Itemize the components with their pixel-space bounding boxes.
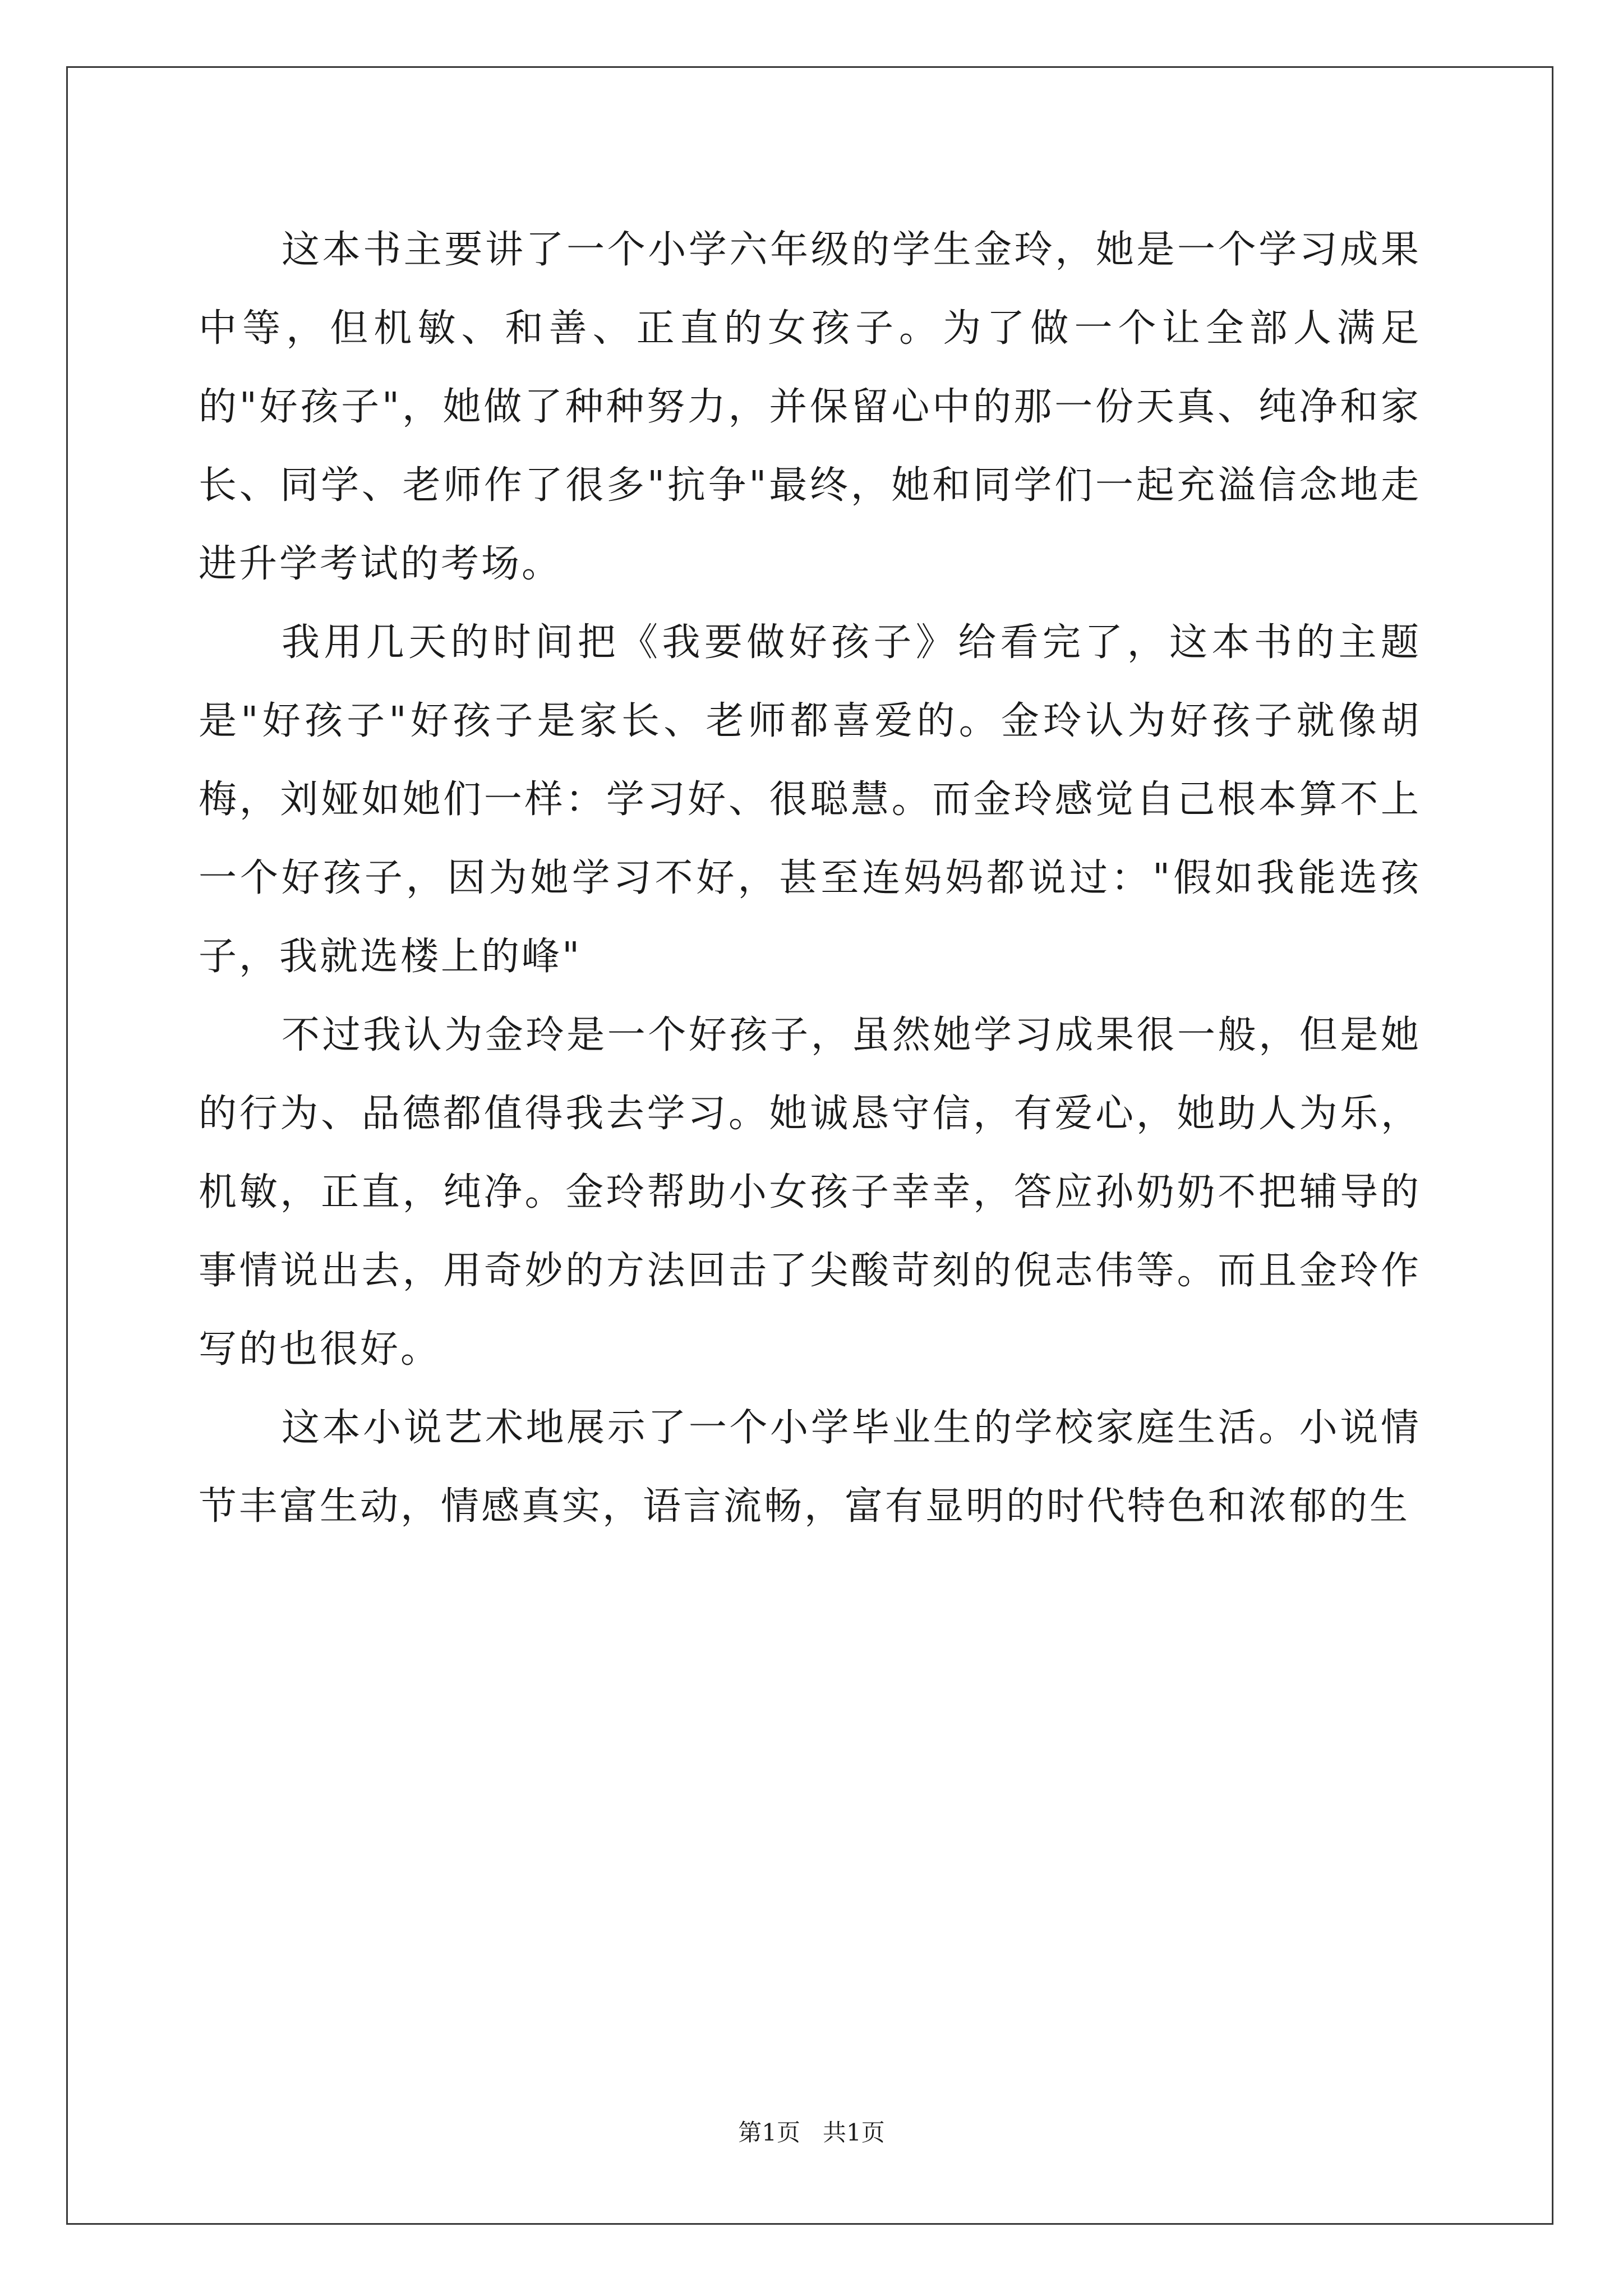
page-footer — [0, 2116, 1623, 2150]
paragraph-1: 这本书主要讲了一个小学六年级的学生金玲，她是一个学习成果中等，但机敏、和善、正直的女孩子。为了做一个让全部人满足的"好孩子"，她做了种种努力，并保留心中的那一份天真、纯净和家长、同学、老师作了很多"抗争"最终，她和同学们一起充溢信念地走进升学考试的考场。 — [199, 228, 1421, 586]
page-number: 第1页 — [738, 2119, 800, 2146]
page-total: 共1页 — [823, 2119, 885, 2146]
paragraph-2: 我用几天的时间把《我要做好孩子》给看完了，这本书的主题是"好孩子"好孩子是家长、老师都喜爱的。金玲认为好孩子就像胡梅，刘娅如她们一样：学习好、很聪慧。而金玲感觉自己根本算不上一个好孩子，因为她学习不好，甚至连妈妈都说过："假如我能选孩子，我就选楼上的峰" — [199, 620, 1421, 979]
footer-spacer — [800, 2119, 823, 2146]
paragraph-4: 这本小说艺术地展示了一个小学毕业生的学校家庭生活。小说情节丰富生动，情感真实，语言流畅，富有显明的时代特色和浓郁的生 — [199, 1406, 1421, 1529]
document-body — [199, 211, 1421, 1546]
paragraph-3: 不过我认为金玲是一个好孩子，虽然她学习成果很一般，但是她的行为、品德都值得我去学习。她诚恳守信，有爱心，她助人为乐，机敏，正直，纯净。金玲帮助小女孩子幸幸，答应孙奶奶不把辅导的事情说出去，用奇妙的方法回击了尖酸苛刻的倪志伟等。而且金玲作写的也很好。 — [199, 1013, 1421, 1372]
